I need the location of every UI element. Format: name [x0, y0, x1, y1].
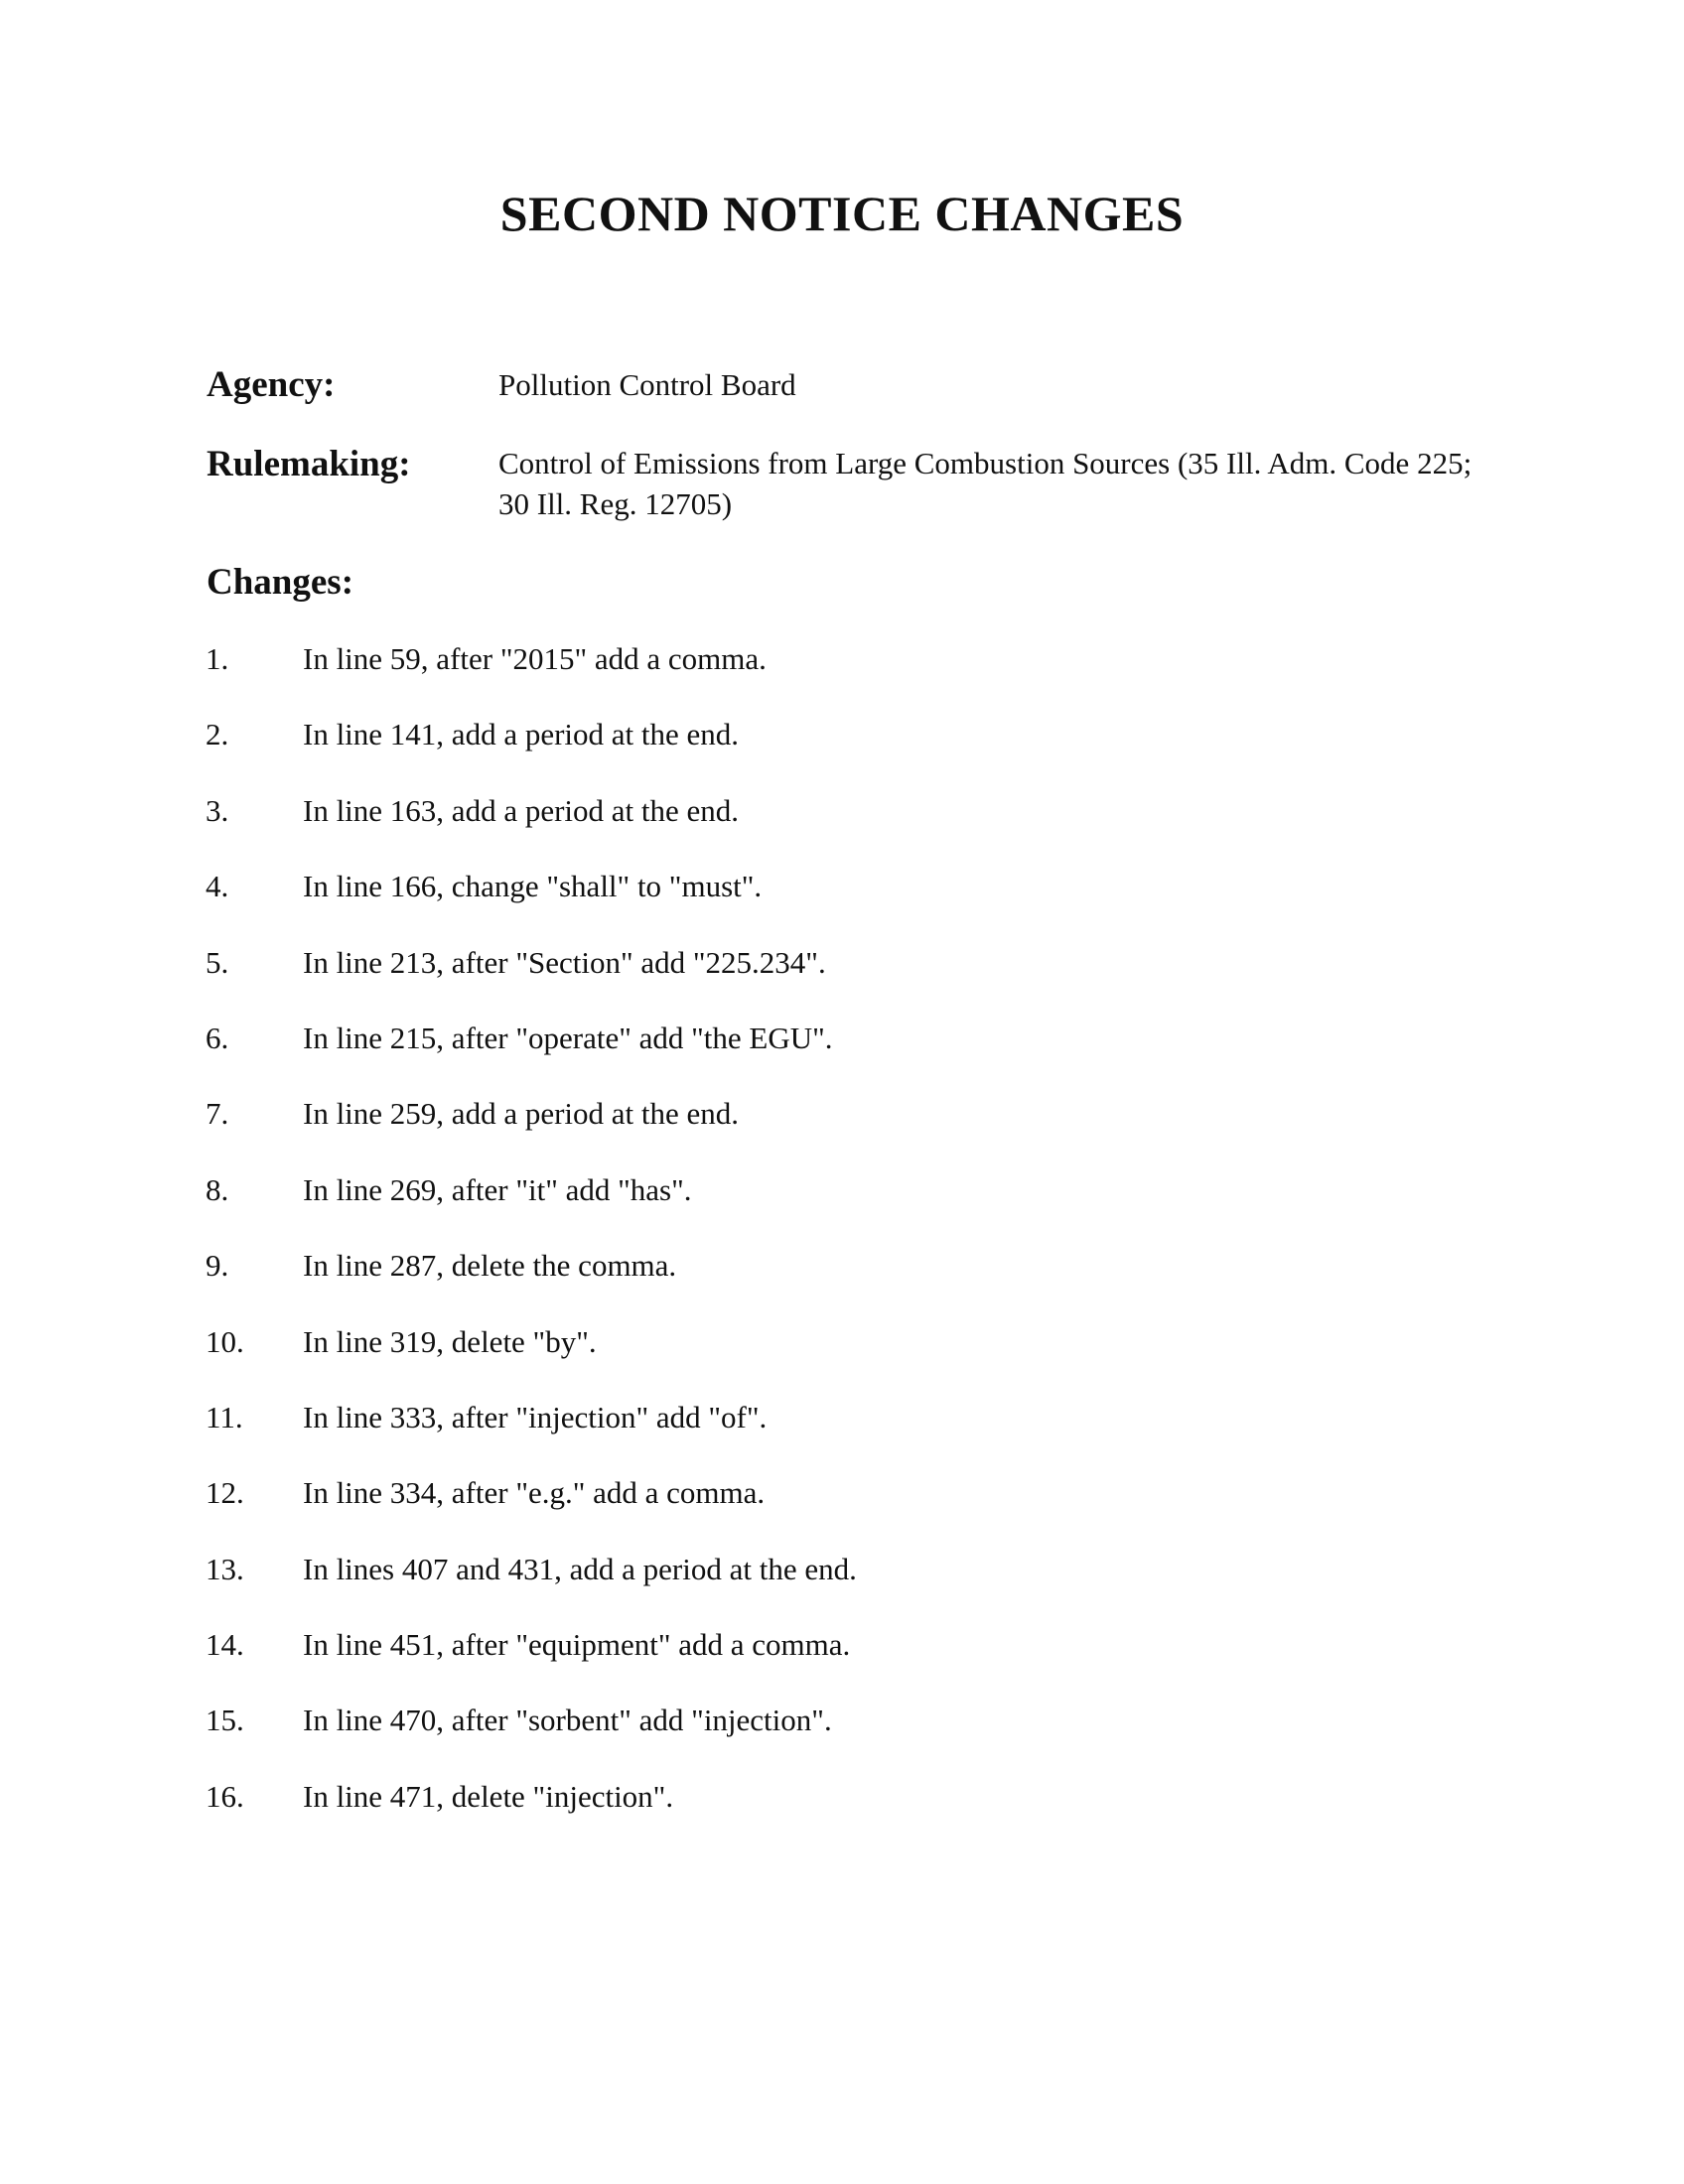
change-number: 8. [206, 1171, 229, 1207]
change-text: In line 166, change "shall" to "must". [303, 869, 763, 904]
change-text: In line 470, after "sorbent" add "injection". [303, 1703, 832, 1738]
change-item [0, 1552, 1684, 1627]
change-text: In line 59, after "2015" add a comma. [303, 641, 767, 676]
change-item [0, 1096, 1684, 1171]
agency-value: Pollution Control Board [498, 367, 796, 402]
change-number: 3. [206, 792, 229, 828]
change-item [0, 793, 1684, 869]
change-text: In line 215, after "operate" add "the EGU". [303, 1020, 833, 1055]
change-number: 1. [206, 641, 229, 676]
rulemaking-label: Rulemaking: [207, 444, 411, 484]
change-item [0, 717, 1684, 792]
change-text: In line 471, delete "injection". [303, 1778, 674, 1814]
change-item [0, 1324, 1684, 1400]
change-text: In line 141, add a period at the end. [303, 717, 740, 752]
change-number: 7. [206, 1096, 229, 1132]
change-number: 12. [206, 1475, 244, 1511]
change-number: 14. [206, 1627, 244, 1663]
change-number: 4. [206, 869, 229, 904]
change-text: In line 163, add a period at the end. [303, 792, 740, 828]
change-text: In lines 407 and 431, add a period at the end. [303, 1551, 857, 1586]
change-number: 16. [206, 1778, 244, 1814]
change-item [0, 1475, 1684, 1551]
agency-label: Agency: [207, 364, 336, 405]
change-item [0, 1021, 1684, 1096]
change-text: In line 451, after "equipment" add a comma. [303, 1627, 851, 1663]
change-text: In line 213, after "Section" add "225.234". [303, 944, 826, 980]
change-text: In line 319, delete "by". [303, 1323, 597, 1359]
page-title: SECOND NOTICE CHANGES [499, 186, 1185, 241]
change-text: In line 287, delete the comma. [303, 1248, 677, 1284]
change-number: 11. [206, 1399, 243, 1434]
changes-list [0, 641, 1684, 1854]
change-item [0, 1627, 1684, 1703]
change-number: 15. [206, 1703, 244, 1738]
change-text: In line 259, add a period at the end. [303, 1096, 740, 1132]
change-number: 5. [206, 944, 229, 980]
change-number: 10. [206, 1323, 244, 1359]
change-item [0, 945, 1684, 1021]
change-number: 9. [206, 1248, 229, 1284]
change-item [0, 1703, 1684, 1778]
change-item [0, 1248, 1684, 1323]
rulemaking-value: Control of Emissions from Large Combustion Sources (35 Ill. Adm. Code 225; 30 Ill. Reg. 12705) [498, 446, 1473, 521]
change-number: 6. [206, 1020, 229, 1055]
change-item [0, 869, 1684, 944]
change-number: 2. [206, 717, 229, 752]
change-item [0, 1779, 1684, 1854]
change-item [0, 1172, 1684, 1248]
change-item [0, 641, 1684, 717]
changes-heading: Changes: [207, 562, 354, 603]
change-text: In line 333, after "injection" add "of". [303, 1399, 768, 1434]
change-text: In line 334, after "e.g." add a comma. [303, 1475, 766, 1511]
change-number: 13. [206, 1551, 244, 1586]
change-item [0, 1400, 1684, 1475]
change-text: In line 269, after "it" add "has". [303, 1171, 692, 1207]
